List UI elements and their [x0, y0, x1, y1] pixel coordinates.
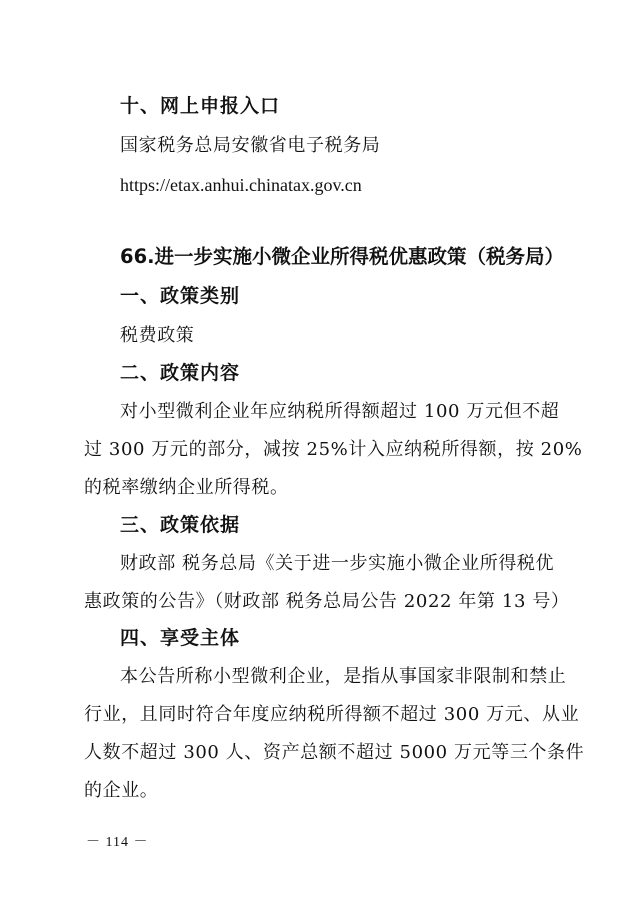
section-heading-eligible-entities: 四、享受主体: [120, 627, 241, 649]
section-heading-policy-basis: 三、政策依据: [120, 514, 241, 536]
eligible-entities-line-2: 行业，且同时符合年度应纳税所得额不超过 300 万元、从业: [84, 704, 580, 725]
policy-content-line-1: 对小型微利企业年应纳税所得额超过 100 万元但不超: [120, 401, 560, 422]
eligible-entities-line-4: 的企业。: [84, 780, 159, 801]
policy-basis-line-1: 财政部 税务总局《关于进一步实施小微企业所得税优: [120, 553, 555, 574]
eligible-entities-line-3: 人数不超过 300 人、资产总额不超过 5000 万元等三个条件: [84, 742, 585, 763]
tax-bureau-name: 国家税务总局安徽省电子税务局: [120, 135, 381, 156]
filing-url: https://etax.anhui.chinatax.gov.cn: [120, 175, 362, 195]
policy-title: 66.进一步实施小微企业所得税优惠政策（税务局）: [120, 245, 565, 268]
policy-content-line-3: 的税率缴纳企业所得税。: [84, 477, 289, 498]
section-heading-online-filing: 十、网上申报入口: [120, 95, 281, 117]
section-heading-policy-content: 二、政策内容: [120, 362, 241, 384]
policy-content-line-2: 过 300 万元的部分，减按 25%计入应纳税所得额，按 20%: [84, 439, 583, 460]
page-number: － 114 －: [86, 835, 149, 850]
policy-category-text: 税费政策: [120, 325, 195, 346]
eligible-entities-line-1: 本公告所称小型微利企业，是指从事国家非限制和禁止: [120, 666, 567, 687]
policy-basis-line-2: 惠政策的公告》（财政部 税务总局公告 2022 年第 13 号）: [84, 591, 570, 612]
section-heading-policy-category: 一、政策类别: [120, 285, 241, 307]
